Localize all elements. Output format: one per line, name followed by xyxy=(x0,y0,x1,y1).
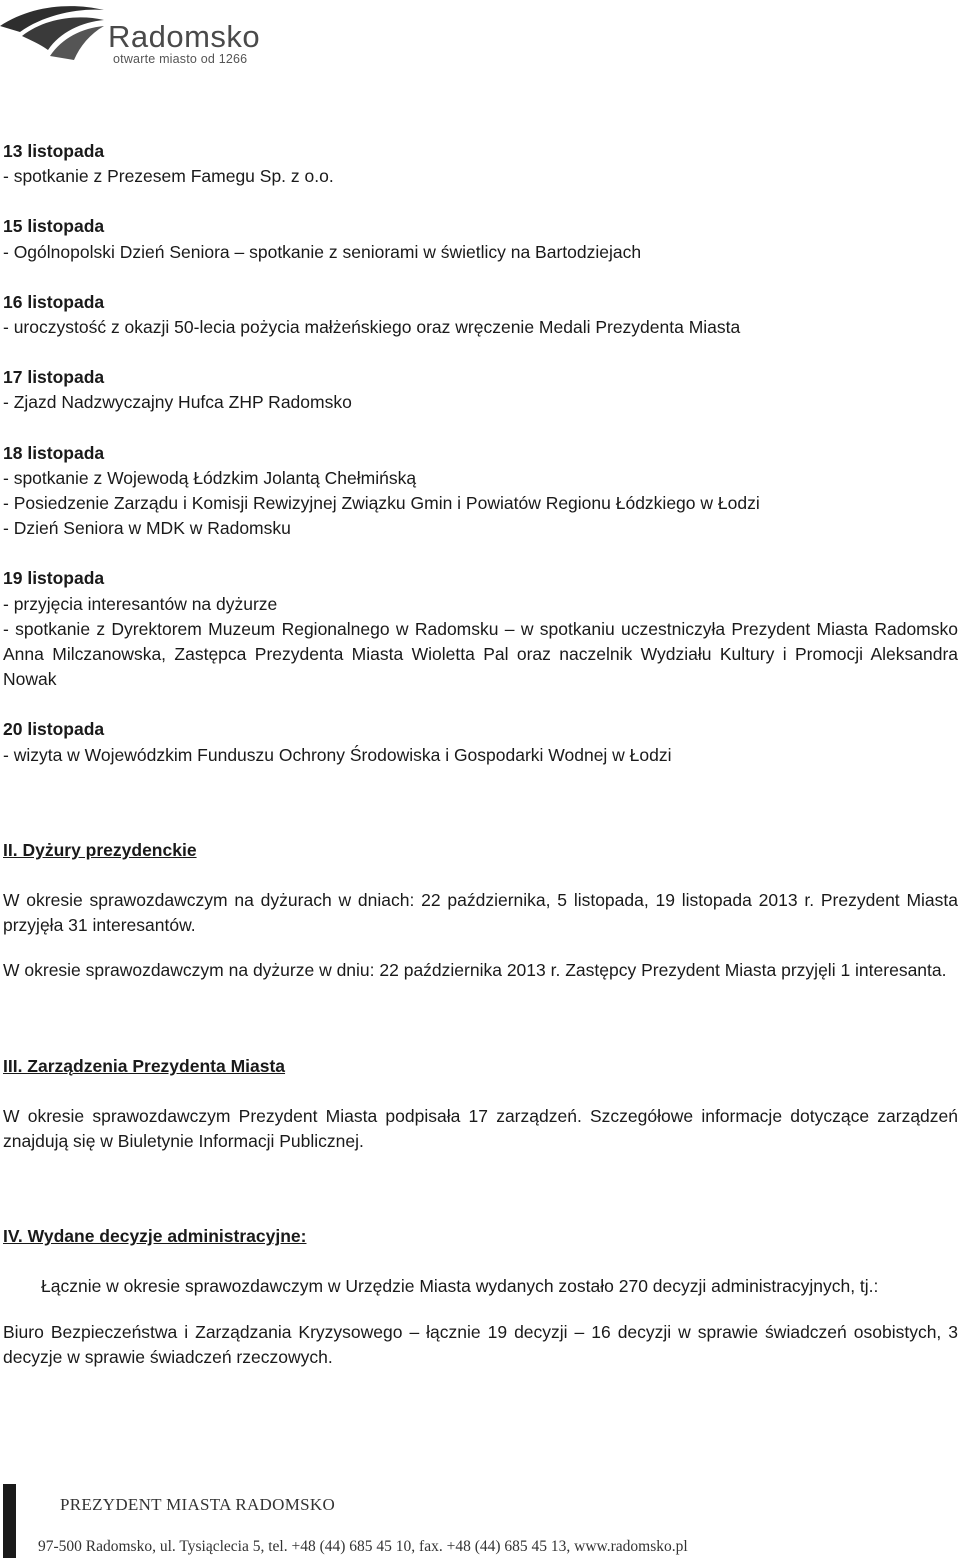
paragraph: Łącznie w okresie sprawozdawczym w Urzędzie Miasta wydanych zostało 270 decyzji administracyjnych, tj.: xyxy=(41,1276,879,1297)
footer-title: PREZYDENT MIASTA RADOMSKO xyxy=(60,1495,336,1514)
calendar-day xyxy=(3,566,958,692)
calendar-day xyxy=(3,717,958,767)
paragraph: W okresie sprawozdawczym na dyżurach w dniach: 22 października, 5 listopada, 19 listopada 2013 r. Prezydent Miasta przyjęła 31 interesantów. xyxy=(3,890,958,936)
calendar-item: - wizyta w Wojewódzkim Funduszu Ochrony Środowiska i Gospodarki Wodnej w Łodzi xyxy=(3,744,672,765)
calendar-day xyxy=(3,214,958,264)
calendar-date: 17 listopada xyxy=(3,367,105,388)
calendar-date: 19 listopada xyxy=(3,568,105,589)
calendar-date: 16 listopada xyxy=(3,291,105,312)
calendar-item: - przyjęcia interesantów na dyżurze xyxy=(3,593,278,614)
calendar-date: 20 listopada xyxy=(3,719,105,740)
calendar-day xyxy=(3,139,958,189)
calendar-item: - Zjazd Nadzwyczajny Hufca ZHP Radomsko xyxy=(3,392,352,413)
footer-bar xyxy=(3,1484,16,1558)
report-body xyxy=(3,139,958,1370)
section-heading: III. Zarządzenia Prezydenta Miasta xyxy=(3,1055,286,1076)
footer-address: 97-500 Radomsko, ul. Tysiąclecia 5, tel. +48 (44) 685 45 10, fax. +48 (44) 685 45 13, www.radomsko.pl xyxy=(38,1538,688,1555)
paragraph: Biuro Bezpieczeństwa i Zarządzania Kryzysowego – łącznie 19 decyzji – 16 decyzji w sprawie świadczeń osobistych, 3 decyzje w sprawie świadczeń rzeczowych. xyxy=(3,1321,958,1367)
calendar-date: 13 listopada xyxy=(3,141,105,161)
logo-name: Radomsko xyxy=(108,19,261,54)
calendar-item: - Dzień Seniora w MDK w Radomsku xyxy=(3,518,291,539)
calendar-item: - uroczystość z okazji 50-lecia pożycia małżeńskiego oraz wręczenie Medali Prezydenta Miasta xyxy=(3,317,741,338)
calendar-item: - Posiedzenie Zarządu i Komisji Rewizyjnej Związku Gmin i Powiatów Regionu Łódzkiego w Łodzi xyxy=(3,493,760,514)
section-heading: IV. Wydane decyzje administracyjne: xyxy=(3,1226,307,1247)
calendar-item: - spotkanie z Dyrektorem Muzeum Regionalnego w Radomsku – w spotkaniu uczestniczyła Prezydent Miasta Radomsko Anna Milczanowska, Zastępca Prezydenta Miasta Wioletta Pal oraz naczelnik Wydziału Kultury i Promocji Aleksandra Nowak xyxy=(3,618,958,690)
radomsko-logo xyxy=(0,0,290,70)
logo-tagline: otwarte miasto od 1266 xyxy=(113,52,248,66)
section-heading: II. Dyżury prezydenckie xyxy=(3,839,197,860)
calendar-item: - Ogólnopolski Dzień Seniora – spotkanie z seniorami w świetlicy na Bartodziejach xyxy=(3,241,642,262)
calendar-item: - spotkanie z Wojewodą Łódzkim Jolantą Chełmińską xyxy=(3,467,417,488)
calendar-date: 15 listopada xyxy=(3,216,105,237)
logo-swoosh-icon xyxy=(0,0,120,70)
calendar-day xyxy=(3,365,958,415)
calendar-day xyxy=(3,441,958,542)
calendar-day xyxy=(3,290,958,340)
calendar-date: 18 listopada xyxy=(3,442,105,463)
calendar-item: - spotkanie z Prezesem Famegu Sp. z o.o. xyxy=(3,166,334,187)
paragraph: W okresie sprawozdawczym na dyżurze w dniu: 22 października 2013 r. Zastępcy Prezydent Miasta przyjęli 1 interesanta. xyxy=(3,960,947,981)
paragraph: W okresie sprawozdawczym Prezydent Miasta podpisała 17 zarządzeń. Szczegółowe informacje dotyczące zarządzeń znajdują się w Biuletynie Informacji Publicznej. xyxy=(3,1105,958,1152)
page-footer xyxy=(0,1480,960,1562)
